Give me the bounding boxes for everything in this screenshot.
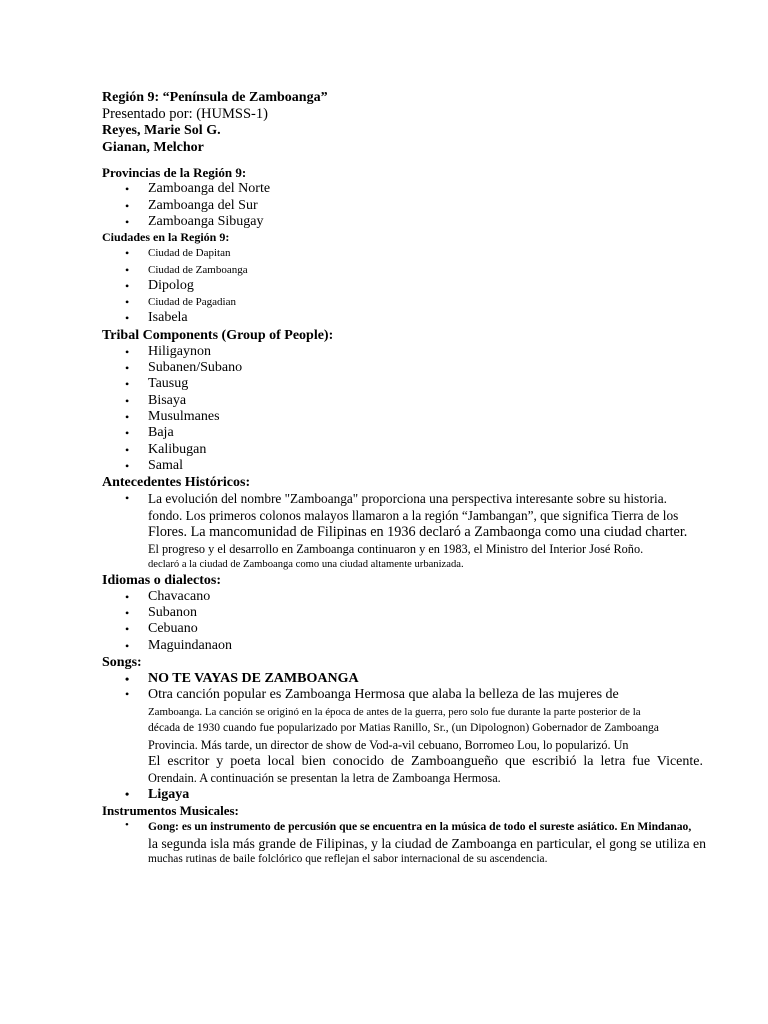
section-heading-songs: Songs: xyxy=(102,654,142,670)
bullet-icon: • xyxy=(125,605,130,620)
list-item: • Ciudad de Pagadian xyxy=(125,295,236,310)
presented-by: Presentado por: (HUMSS-1) xyxy=(102,106,268,122)
bullet-icon: • xyxy=(125,458,130,473)
list-item: • Cebuano xyxy=(125,621,198,637)
section-heading-provincias: Provincias de la Región 9: xyxy=(102,165,247,181)
paragraph-line: la segunda isla más grande de Filipinas, y la ciudad de Zamboanga en particular, el gong se utiliza en xyxy=(148,836,707,852)
provincias-list xyxy=(102,181,712,230)
bullet-icon: • xyxy=(125,295,130,310)
bullet-icon: • xyxy=(125,589,130,604)
section-heading-ciudades: Ciudades en la Región 9: xyxy=(102,230,230,245)
author-name: Reyes, Marie Sol G. xyxy=(102,123,221,139)
instrumentos-list xyxy=(102,819,712,867)
paragraph-line: declaró a la ciudad de Zamboanga como una ciudad altamente urbanizada. xyxy=(148,558,464,570)
document-title: Región 9: “Península de Zamboanga” xyxy=(102,90,328,105)
paragraph-line: La evolución del nombre "Zamboanga" proporciona una perspectiva interesante sobre su historia. xyxy=(148,491,667,507)
paragraph-line: Flores. La mancomunidad de Filipinas en 1936 declaró a Zambaonga como una ciudad charter. xyxy=(148,524,688,541)
list-item xyxy=(102,819,712,867)
list-item: • Ligaya xyxy=(125,787,190,803)
list-item: • Dipolog xyxy=(125,277,194,293)
list-item xyxy=(102,687,712,786)
paragraph-line: Zamboanga. La canción se originó en la época de antes de la guerra, pero solo fue durante la parte posterior de la xyxy=(148,705,641,718)
bullet-icon: • xyxy=(125,344,130,359)
list-item: • Chavacano xyxy=(125,588,211,604)
list-item: • Zamboanga del Norte xyxy=(125,181,271,197)
list-item: • Baja xyxy=(125,425,174,441)
section-heading-antecedentes: Antecedentes Históricos: xyxy=(102,475,251,491)
list-item: • Ciudad de Zamboanga xyxy=(125,262,248,277)
tribal-list xyxy=(102,344,712,474)
paragraph-line: El progreso y el desarrollo en Zamboanga continuaron y en 1983, el Ministro del Interior José Roño. xyxy=(148,541,644,556)
list-item: • Bisaya xyxy=(125,392,187,408)
bullet-icon: • xyxy=(125,198,130,213)
list-item: • Kalibugan xyxy=(125,441,207,457)
bullet-icon: • xyxy=(125,409,130,424)
bullet-icon: • xyxy=(125,687,130,702)
bullet-icon: • xyxy=(125,426,130,441)
idiomas-list xyxy=(102,589,712,654)
section-heading-instrumentos: Instrumentos Musicales: xyxy=(102,803,239,819)
paragraph-line: Otra canción popular es Zamboanga Hermosa que alaba la belleza de las mujeres de xyxy=(148,687,619,703)
paragraph-line: década de 1930 cuando fue popularizado por Matias Ranillo, Sr., (un Dipolognon) Gobernador de Zamboanga xyxy=(148,721,659,735)
list-item: • Zamboanga Sibugay xyxy=(125,214,264,229)
bullet-icon: • xyxy=(125,377,130,392)
list-item: • Maguindanaon xyxy=(125,637,232,653)
paragraph-line: muchas rutinas de baile folclórico que reflejan el sabor internacional de su ascendencia. xyxy=(148,853,548,866)
list-item: • Isabela xyxy=(125,310,188,326)
list-item: • Musulmanes xyxy=(125,408,220,424)
bullet-icon: • xyxy=(125,246,130,261)
list-item: • Ciudad de Dapitan xyxy=(125,246,231,261)
paragraph-line: Orendain. A continuación se presentan la letra de Zamboanga Hermosa. xyxy=(148,771,501,786)
bullet-icon: • xyxy=(125,491,130,506)
document-page xyxy=(102,89,712,867)
bullet-icon: • xyxy=(125,215,130,229)
section-heading-tribal: Tribal Components (Group of People): xyxy=(102,327,334,343)
list-item: • Tausug xyxy=(125,376,189,392)
bullet-icon: • xyxy=(125,638,130,653)
list-item: • Subanon xyxy=(125,604,197,620)
bullet-icon: • xyxy=(125,671,130,686)
antecedentes-list xyxy=(102,491,712,572)
author-name: Gianan, Melchor xyxy=(102,140,204,156)
bullet-icon: • xyxy=(125,393,130,408)
songs-list xyxy=(102,671,712,803)
bullet-icon: • xyxy=(125,442,130,457)
bullet-icon: • xyxy=(125,787,130,802)
list-item: • Zamboanga del Sur xyxy=(125,197,258,213)
paragraph-line: fondo. Los primeros colonos malayos llamaron a la región “Jambangan”, que significa Tierra de los xyxy=(148,507,679,523)
paragraph-line: Provincia. Más tarde, un director de show de Vod-a-vil cebuano, Borromeo Lou, lo popularizó. Un xyxy=(148,737,629,752)
bullet-icon: • xyxy=(125,819,129,832)
list-item: • Subanen/Subano xyxy=(125,360,243,376)
paragraph-line: El escritor y poeta local bien conocido de Zamboangueño que escribió la letra fue Vicente. xyxy=(148,754,703,770)
list-item: • NO TE VAYAS DE ZAMBOANGA xyxy=(125,670,359,686)
ciudades-list xyxy=(102,245,712,326)
bullet-icon: • xyxy=(125,278,130,293)
bullet-icon: • xyxy=(125,262,130,277)
list-item: • Hiligaynon xyxy=(125,343,211,359)
bullet-icon: • xyxy=(125,182,130,197)
bullet-icon: • xyxy=(125,311,130,326)
list-item xyxy=(102,491,712,572)
list-item: • Samal xyxy=(125,457,183,473)
section-heading-idiomas: Idiomas o dialectos: xyxy=(102,572,221,588)
paragraph-line: Gong: es un instrumento de percusión que se encuentra en la música de todo el sureste asiático. En Mindanao, xyxy=(148,820,692,834)
bullet-icon: • xyxy=(125,361,130,376)
bullet-icon: • xyxy=(125,622,130,637)
